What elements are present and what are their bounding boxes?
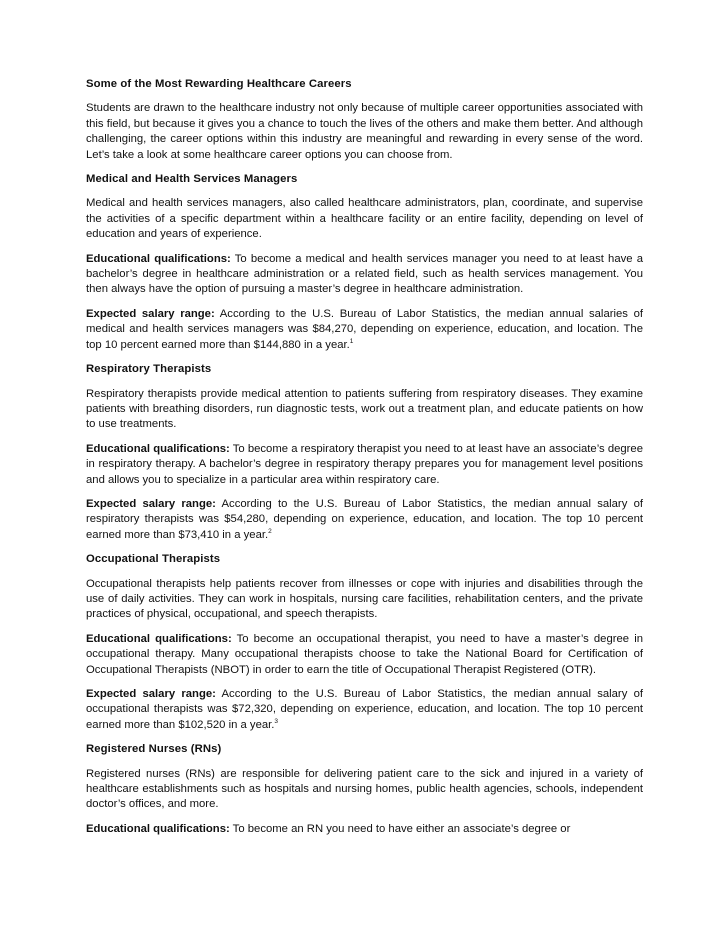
footnote-marker: 2	[268, 527, 272, 535]
footnote-marker: 1	[349, 337, 354, 345]
salary-paragraph-respiratory	[86, 497, 643, 543]
salary-text: According to the U.S. Bureau of Labor Statistics, the median annual salary of respiratory therapists was $54,280, depending on experience, education, and location. The top 10 percent earned more than $73,410 in a year.	[86, 497, 644, 541]
education-label: Educational qualifications:	[86, 252, 231, 265]
education-text: To become a medical and health services manager you need to at least have a bachelor’s degree in healthcare administration or a related field, such as health services management. You then always have the option of pursuing a master’s degree in healthcare administration.	[86, 252, 643, 296]
footnote-marker: 3	[274, 718, 279, 726]
salary-label: Expected salary range:	[86, 307, 215, 320]
salary-label: Expected salary range:	[86, 688, 216, 700]
education-paragraph-occupational	[86, 632, 643, 678]
intro-paragraph: Students are drawn to the healthcare industry not only because of multiple career opportunities associated with this field, but because it gives you a chance to touch the lives of the others and make them better. And although challenging, the career options within this industry are meaningful and rewarding in every sense of the word. Let’s take a look at some healthcare career options you can choose from.	[86, 102, 643, 161]
document-title: Some of the Most Rewarding Healthcare Careers	[86, 78, 352, 90]
education-text: To become a respiratory therapist you need to at least have an associate’s degree in respiratory therapy. A bachelor’s degree in respiratory therapy prepares you for management level positions and allows you to specialize in a particular area within respiratory care.	[86, 442, 643, 486]
education-label: Educational qualifications:	[86, 442, 230, 455]
salary-text: According to the U.S. Bureau of Labor Statistics, the median annual salaries of medical and health services managers was $84,270, depending on experience, education, and location. The top 10 percent earned more than $144,880 in a year.	[86, 307, 644, 351]
education-label: Educational qualifications:	[86, 822, 230, 835]
education-paragraph-respiratory	[86, 442, 643, 488]
section-description-nurses: Registered nurses (RNs) are responsible for delivering patient care to the sick and injured in a variety of healthcare establishments such as hospitals and nursing homes, public health agencies, schools, independent doctor’s offices, and more.	[86, 767, 643, 811]
salary-paragraph-occupational	[86, 687, 643, 733]
salary-text: According to the U.S. Bureau of Labor Statistics, the median annual salary of occupational therapists was $72,320, depending on experience, education, and location. The top 10 percent earned more than $102,520 in a year.	[86, 688, 644, 731]
section-description-respiratory: Respiratory therapists provide medical attention to patients suffering from respiratory diseases. They examine patients with breathing disorders, run diagnostic tests, work out a treatment plan, and educate patients on how to use treatments.	[86, 387, 643, 431]
section-heading-nurses: Registered Nurses (RNs)	[86, 743, 222, 756]
education-text: To become an occupational therapist, you need to have a master’s degree in occupational therapy. Many occupational therapists choose to take the National Board for Certification of Occupational Therapists (NBOT) in order to earn the title of Occupational Therapist Registered (OTR).	[86, 632, 643, 676]
education-paragraph-nurses	[86, 822, 643, 837]
section-heading-occupational: Occupational Therapists	[86, 553, 221, 566]
section-description-managers: Medical and health services managers, also called healthcare administrators, plan, coordinate, and supervise the activities of a specific department within a healthcare facility or an entire facility, depending on level of education and years of experience.	[86, 197, 643, 241]
education-paragraph-managers	[86, 252, 643, 298]
salary-label: Expected salary range:	[86, 497, 216, 510]
section-description-occupational: Occupational therapists help patients recover from illnesses or cope with injuries and disabilities through the use of daily activities. They can work in hospitals, nursing care facilities, rehabilitation centers, and the private practices of physical, occupational, and speech therapists.	[86, 577, 643, 621]
salary-paragraph-managers	[86, 307, 643, 353]
education-label: Educational qualifications:	[86, 632, 232, 645]
section-heading-respiratory: Respiratory Therapists	[86, 363, 212, 376]
section-heading-managers: Medical and Health Services Managers	[86, 173, 298, 186]
education-text: To become an RN you need to have either an associate’s degree or	[229, 822, 571, 835]
document-page	[86, 77, 643, 846]
